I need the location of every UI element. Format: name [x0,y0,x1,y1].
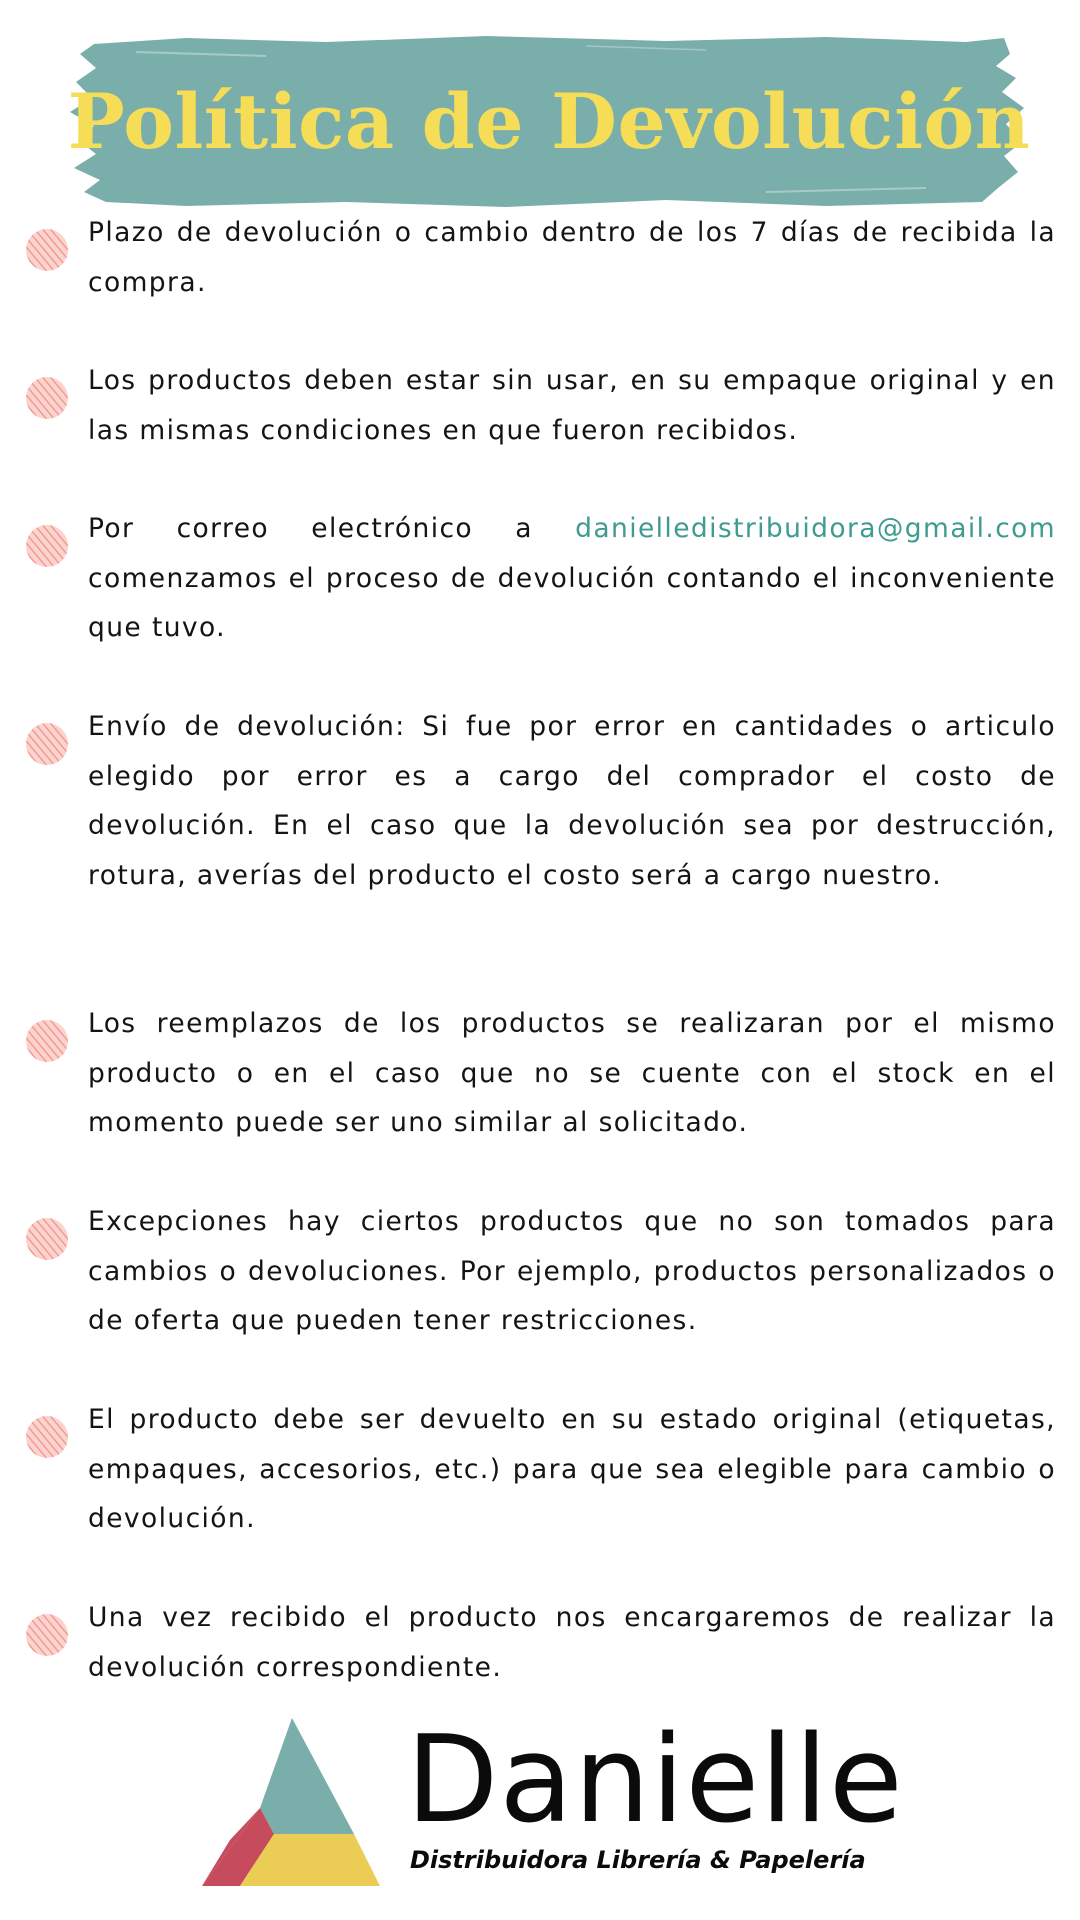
policy-text: Una vez recibido el producto nos encargaremos de realizar la devolución correspondiente. [88,1602,1056,1683]
policy-text: Plazo de devolución o cambio dentro de los 7 días de recibida la compra. [88,217,1056,298]
bullet-dot-icon [25,228,69,272]
title-banner [66,32,1032,210]
policy-text: Los reemplazos de los productos se realizaran por el mismo producto o en el caso que no se cuente con el stock en el momento puede ser uno similar al solicitado. [88,1008,1056,1138]
brand-logo [200,1711,904,1886]
bullet-dot-icon [25,722,69,766]
bullet-dot-icon [25,1415,69,1459]
bullet-dot-icon [25,1217,69,1261]
bullet-dot-icon [25,376,69,420]
email-link[interactable]: danielledistribuidora@gmail.com [575,513,1056,544]
policy-text: Envío de devolución: Si fue por error en cantidades o articulo elegido por error es a cargo del comprador el costo de devolución. En el caso que la devolución sea por destrucción, rotura, averías del producto el costo será a cargo nuestro. [88,711,1056,891]
bullet-dot-icon [25,1019,69,1063]
policy-text-lead: Por correo electrónico a [88,513,576,544]
policy-text: Excepciones hay ciertos productos que no son tomados para cambios o devoluciones. Por ejemplo, productos personalizados o de oferta que pueden tener restricciones. [88,1206,1056,1336]
policy-text [88,504,1056,653]
policy-text: Los productos deben estar sin usar, en su empaque original y en las mismas condiciones en que fueron recibidos. [88,365,1056,446]
page-title: Política de Devolución [67,76,1031,166]
bullet-dot-icon [25,1613,69,1657]
policy-text: El producto debe ser devuelto en su estado original (etiquetas, empaques, accesorios, etc.) para que sea elegible para cambio o devolución. [88,1404,1056,1534]
brand-tagline: Distribuidora Librería & Papelería [410,1846,866,1874]
brand-name: Danielle [406,1711,904,1850]
policy-text-tail: comenzamos el proceso de devolución contando el inconveniente que tuvo. [88,562,1056,643]
triangle-logo-icon [200,1716,380,1886]
bullet-dot-icon [25,524,69,568]
